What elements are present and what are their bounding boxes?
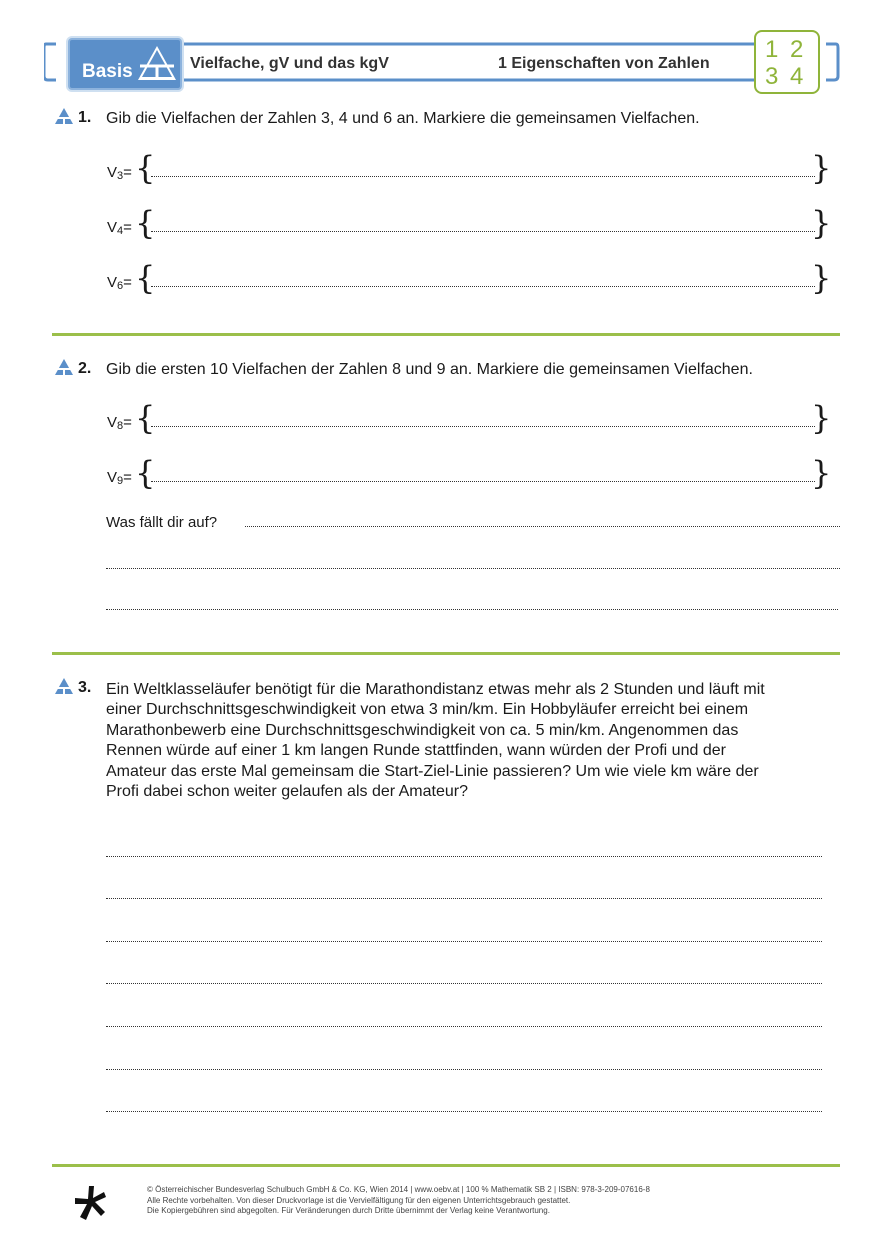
publisher-logo-icon xyxy=(72,1184,110,1222)
answer-line[interactable] xyxy=(106,941,822,942)
close-brace: } xyxy=(811,399,832,437)
task-3-line: einer Durchschnittsgeschwindigkeit von etwa 3 min/km. Ein Hobbyläufer erreicht bei einem xyxy=(106,701,749,718)
task-3-line: Amateur das erste Mal gemeinsam die Start-Ziel-Linie passieren? Um wie viele km wäre der xyxy=(106,763,759,780)
close-brace: } xyxy=(811,204,832,242)
multiples-row-v4 xyxy=(107,204,832,243)
multiples-row-v8 xyxy=(107,399,832,438)
basis-label: Basis xyxy=(82,61,133,82)
answer-line[interactable] xyxy=(151,286,815,287)
multiples-row-v6 xyxy=(107,259,832,298)
footer-divider xyxy=(52,1164,840,1167)
answer-line[interactable] xyxy=(106,1026,822,1027)
digit-1: 1 xyxy=(765,36,779,63)
rights-line: Alle Rechte vorbehalten. Von dieser Druckvorlage ist die Vervielfältigung für den eigenen Unterrichtsgebrauch gestattet. xyxy=(147,1195,571,1205)
task-3-line: Ein Weltklasseläufer benötigt für die Marathondistanz etwas mehr als 2 Stunden und läuft mit xyxy=(106,681,765,698)
digit-4: 4 xyxy=(790,63,804,90)
basis-level-icon xyxy=(54,107,74,125)
answer-line[interactable] xyxy=(106,856,822,857)
fees-line: Die Kopiergebühren sind abgegolten. Für Veränderungen durch Dritte übernimmt der Verlag keine Verantwortung. xyxy=(147,1206,550,1215)
open-brace: { xyxy=(135,149,156,187)
copyright-line: © Österreichischer Bundesverlag Schulbuch GmbH & Co. KG, Wien 2014 | www.oebv.at | 100 % Mathematik SB 2 | ISBN: 978-3-209-07616-8 xyxy=(147,1185,650,1194)
open-brace: { xyxy=(135,454,156,492)
answer-line[interactable] xyxy=(106,609,838,610)
answer-line[interactable] xyxy=(106,1111,822,1112)
basis-badge xyxy=(68,38,182,90)
task-1-number: 1. xyxy=(78,109,92,126)
close-brace: } xyxy=(811,259,832,297)
task-3-line: Rennen würde auf einer 1 km langen Runde stattfinden, wann würden der Profi und der xyxy=(106,742,726,759)
answer-line[interactable] xyxy=(245,526,840,527)
copyright-notice xyxy=(147,1185,847,1217)
multiples-row-v9 xyxy=(107,454,832,493)
task-3-line: Profi dabei schon weiter gelaufen als der Amateur? xyxy=(106,783,468,800)
answer-line[interactable] xyxy=(106,1069,822,1070)
task-2-number: 2. xyxy=(78,360,92,377)
answer-line[interactable] xyxy=(151,176,815,177)
worksheet-title: Vielfache, gV und das kgV xyxy=(190,55,389,72)
pyramid-icon xyxy=(136,44,178,84)
answer-line[interactable] xyxy=(151,426,815,427)
open-brace: { xyxy=(135,259,156,297)
answer-line[interactable] xyxy=(106,568,840,569)
basis-level-icon xyxy=(54,358,74,376)
answer-line[interactable] xyxy=(151,231,815,232)
open-brace: { xyxy=(135,399,156,437)
number-box xyxy=(754,30,820,94)
multiples-row-v3 xyxy=(107,149,832,188)
task-2-text: Gib die ersten 10 Vielfachen der Zahlen 8 und 9 an. Markiere die gemeinsamen Vielfachen. xyxy=(106,361,753,378)
answer-line[interactable] xyxy=(106,898,822,899)
section-divider xyxy=(52,652,840,655)
close-brace: } xyxy=(811,454,832,492)
answer-line[interactable] xyxy=(106,983,822,984)
basis-level-icon xyxy=(54,677,74,695)
task-1-text: Gib die Vielfachen der Zahlen 3, 4 und 6 an. Markiere die gemeinsamen Vielfachen. xyxy=(106,110,700,127)
section-divider xyxy=(52,333,840,336)
close-brace: } xyxy=(811,149,832,187)
row-label: $V_8=$ xyxy=(107,414,132,432)
row-label: $V_3=$ xyxy=(107,164,132,182)
observation-question: Was fällt dir auf? xyxy=(106,514,218,531)
row-label: $V_6=$ xyxy=(107,274,132,292)
task-3-number: 3. xyxy=(78,679,92,696)
task-3-line: Marathonbewerb eine Durchschnittsgeschwindigkeit von ca. 5 min/km. Angenommen das xyxy=(106,722,739,739)
number-box-digits xyxy=(756,32,818,92)
open-brace: { xyxy=(135,204,156,242)
answer-line[interactable] xyxy=(151,481,815,482)
row-label: $V_9=$ xyxy=(107,469,132,487)
row-label: $V_4=$ xyxy=(107,219,132,237)
digit-2: 2 xyxy=(790,36,804,63)
digit-3: 3 xyxy=(765,63,779,90)
chapter-title: 1 Eigenschaften von Zahlen xyxy=(498,55,710,72)
